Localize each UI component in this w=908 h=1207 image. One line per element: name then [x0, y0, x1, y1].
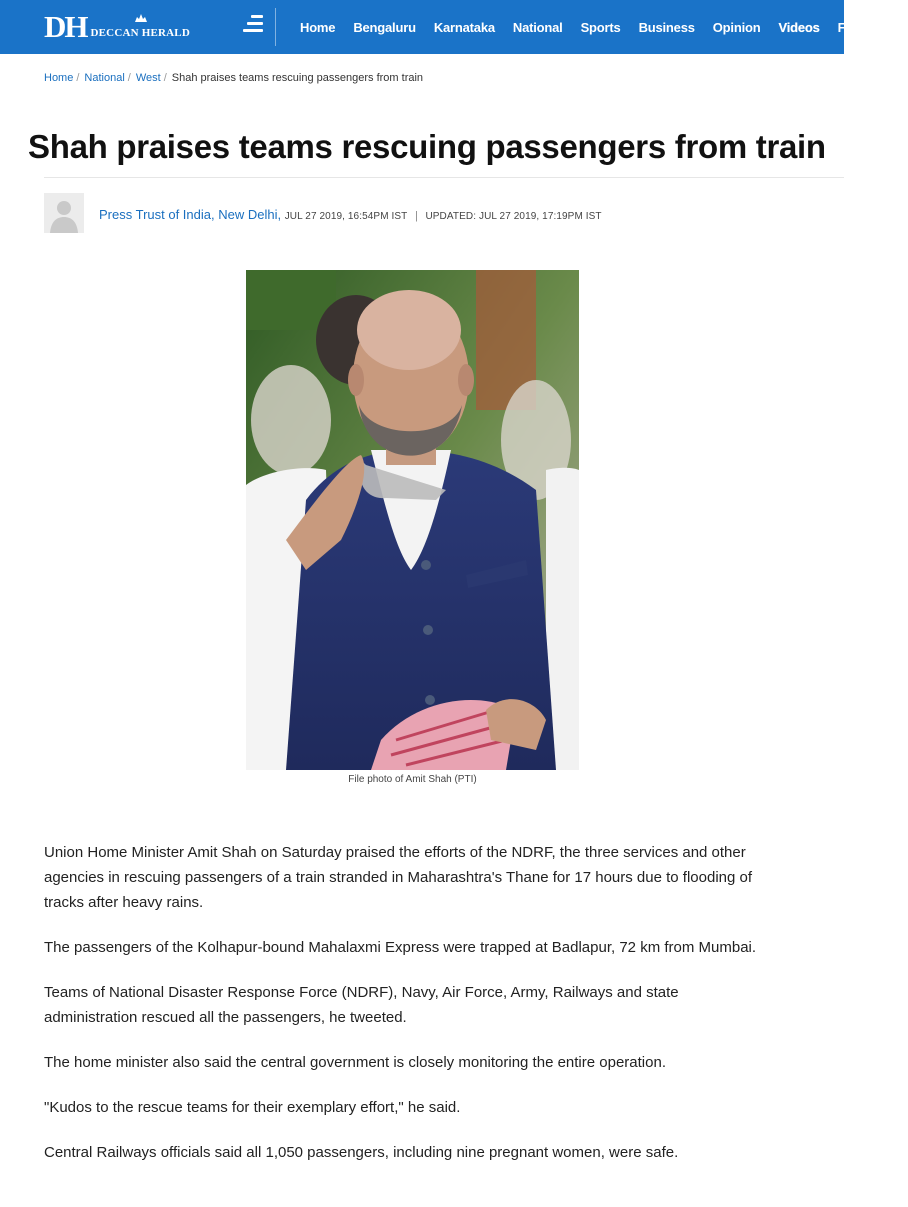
article-paragraph: Union Home Minister Amit Shah on Saturday praised the efforts of the NDRF, the three services and other agencies in rescuing passengers of a train stranded in Maharashtra's Thane for 17 hours due to flooding of tracks after heavy rains.	[44, 844, 753, 911]
published-date: JUL 27 2019, 16:54PM IST	[284, 211, 408, 222]
logo-name-text: DECCAN HERALD	[90, 27, 190, 39]
article-paragraph: Teams of National Disaster Response Force (NDRF), Navy, Air Force, Army, Railways and state administration rescued all the passengers, he tweeted.	[44, 984, 679, 1026]
article-photo-image	[246, 270, 579, 770]
user-avatar-placeholder-icon	[44, 193, 84, 233]
emblem-icon	[134, 13, 148, 23]
site-logo[interactable]	[44, 9, 190, 44]
breadcrumb	[44, 72, 423, 84]
hamburger-menu-icon[interactable]	[241, 15, 263, 33]
nav-item-bengaluru[interactable]: Bengaluru	[353, 19, 416, 35]
article-paragraph: "Kudos to the rescue teams for their exemplary effort," he said.	[44, 1099, 461, 1116]
breadcrumb-home[interactable]: Home	[44, 72, 74, 84]
title-divider	[44, 177, 844, 178]
breadcrumb-west[interactable]: West	[135, 72, 161, 84]
logo-name	[91, 27, 190, 39]
nav-item-sports[interactable]: Sports	[580, 19, 621, 35]
nav-item-business[interactable]: Business	[638, 19, 695, 35]
breadcrumb-national[interactable]: National	[84, 72, 125, 84]
nav-item-opinion[interactable]: Opinion	[712, 19, 761, 35]
article-photo[interactable]	[246, 270, 579, 770]
article-paragraph: Central Railways officials said all 1,050 passengers, including nine pregnant women, were safe.	[44, 1144, 679, 1161]
nav-item-home[interactable]: Home	[300, 19, 336, 35]
article-title: Shah praises teams rescuing passengers from train	[28, 128, 826, 165]
image-caption: File photo of Amit Shah (PTI)	[348, 774, 477, 785]
byline-separator: |	[414, 210, 418, 222]
breadcrumb-current: Shah praises teams rescuing passengers from train	[171, 72, 424, 84]
nav-divider	[275, 8, 276, 46]
article-paragraph: The home minister also said the central government is closely monitoring the entire operation.	[44, 1054, 666, 1071]
author-link[interactable]: Press Trust of India, New Delhi,	[99, 207, 282, 222]
nav-item-videos[interactable]: Videos	[778, 19, 820, 35]
nav-item-national[interactable]: National	[512, 19, 563, 35]
article-body	[44, 840, 764, 1185]
top-navigation-bar	[0, 0, 891, 54]
byline	[99, 207, 602, 222]
updated-date: UPDATED: JUL 27 2019, 17:19PM IST	[425, 211, 602, 222]
breadcrumb-separator: /	[163, 72, 167, 84]
author-avatar	[44, 193, 84, 233]
article-paragraph: The passengers of the Kolhapur-bound Mahalaxmi Express were trapped at Badlapur, 72 km from Mumbai.	[44, 939, 757, 956]
breadcrumb-separator: /	[76, 72, 80, 84]
logo-letters: DH	[44, 9, 87, 44]
main-nav	[300, 0, 908, 54]
nav-item-features[interactable]: Features	[837, 19, 891, 35]
nav-item-karnataka[interactable]: Karnataka	[433, 19, 495, 35]
breadcrumb-separator: /	[127, 72, 131, 84]
